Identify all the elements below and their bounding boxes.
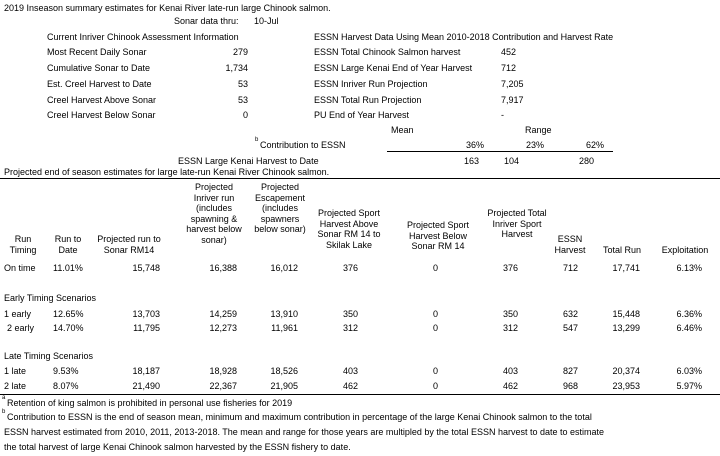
footnote-b-text: the total harvest of large Kenai Chinook salmon harvested by the ESSN fishery to date. xyxy=(4,442,351,452)
cell-run-timing: 1 early xyxy=(4,309,32,319)
essn-harvest-mean: 163 xyxy=(463,156,479,166)
cell-projected-escapement: 18,526 xyxy=(270,366,298,376)
left-row-value: 279 xyxy=(232,47,248,57)
cell-exploitation: 6.03% xyxy=(676,366,702,376)
cell-exploitation: 6.36% xyxy=(676,309,702,319)
cell-projected-inriver-run: 22,367 xyxy=(209,381,237,391)
left-row-value: 0 xyxy=(242,110,248,120)
contribution-mean: 36% xyxy=(465,140,484,150)
contribution-min: 23% xyxy=(525,140,544,150)
cell-sport-harvest-above: 403 xyxy=(342,366,358,376)
col-header-projected-inriver-run: Projected Inriver run (includes spawning & harvest below sonar) xyxy=(186,182,242,245)
right-row-label: ESSN Total Run Projection xyxy=(314,95,422,105)
right-row-value: 452 xyxy=(501,47,517,57)
cell-run-to-date: 8.07% xyxy=(53,381,79,391)
left-row-label: Cumulative Sonar to Date xyxy=(47,63,151,73)
footnote-b-text: ESSN harvest estimated from 2010, 2011, 2013-2018. The mean and range for those years are multipled by the total ESSN harvest to date to estimate xyxy=(4,427,605,437)
cell-total-run: 17,741 xyxy=(612,263,640,273)
mean-header: Mean xyxy=(391,125,414,135)
contribution-underline xyxy=(387,151,613,152)
col-header-run-to-date: Run to Date xyxy=(54,234,82,255)
col-header-total-run: Total Run xyxy=(602,245,642,255)
cell-essn-harvest: 968 xyxy=(562,381,578,391)
left-row-label: Creel Harvest Below Sonar xyxy=(47,110,156,120)
cell-total-inriver-harvest: 403 xyxy=(502,366,518,376)
cell-essn-harvest: 827 xyxy=(562,366,578,376)
col-header-projected-run-sonar: Projected run to Sonar RM14 xyxy=(97,234,161,255)
sonar-thru-label: Sonar data thru: xyxy=(174,16,239,26)
footnote-a-text: Retention of king salmon is prohibited in personal use fisheries for 2019 xyxy=(7,398,293,408)
right-row-value: 7,917 xyxy=(501,95,524,105)
cell-sport-harvest-below: 0 xyxy=(432,381,438,391)
section-divider xyxy=(0,178,720,179)
cell-projected-escapement: 13,910 xyxy=(270,309,298,319)
cell-run-to-date: 14.70% xyxy=(53,323,84,333)
footnote-a-marker: a xyxy=(2,395,6,401)
right-row-value: 7,205 xyxy=(501,79,524,89)
early-timing-label: Early Timing Scenarios xyxy=(4,293,97,303)
col-header-sport-harvest-above: Projected Sport Harvest Above Sonar RM 14 to Skilak Lake xyxy=(317,208,381,250)
right-row-label: ESSN Inriver Run Projection xyxy=(314,79,428,89)
contribution-label: Contribution to ESSN xyxy=(260,140,346,150)
right-row-label: PU End of Year Harvest xyxy=(314,110,410,120)
cell-total-inriver-harvest: 312 xyxy=(502,323,518,333)
footnote-marker: b xyxy=(255,137,259,143)
right-row-value: 712 xyxy=(501,63,517,73)
cell-projected-escapement: 11,961 xyxy=(271,323,298,333)
left-row-label: Most Recent Daily Sonar xyxy=(47,47,147,57)
cell-run-timing: 2 late xyxy=(4,381,27,391)
cell-essn-harvest: 712 xyxy=(562,263,578,273)
left-row-value: 1,734 xyxy=(225,63,248,73)
cell-total-run: 20,374 xyxy=(612,366,640,376)
col-header-run-timing: Run Timing xyxy=(9,234,37,255)
left-row-label: Est. Creel Harvest to Date xyxy=(47,79,152,89)
footnote-b-text: Contribution to ESSN is the end of season mean, minimum and maximum contribution in percentage of the large Kenai Chinook salmon to the total xyxy=(7,412,592,422)
cell-total-inriver-harvest: 376 xyxy=(502,263,518,273)
col-header-projected-escapement: Projected Escapement (includes spawners below sonar) xyxy=(254,182,306,235)
cell-run-timing: 2 early xyxy=(7,323,35,333)
cell-total-inriver-harvest: 350 xyxy=(502,309,518,319)
col-header-essn-harvest: ESSN Harvest xyxy=(554,234,586,255)
right-row-label: ESSN Large Kenai End of Year Harvest xyxy=(314,63,473,73)
cell-projected-escapement: 16,012 xyxy=(270,263,298,273)
cell-exploitation: 6.46% xyxy=(676,323,702,333)
range-header: Range xyxy=(525,125,552,135)
cell-run-to-date: 9.53% xyxy=(53,366,79,376)
sonar-thru-date: 10-Jul xyxy=(254,16,279,26)
cell-total-inriver-harvest: 462 xyxy=(502,381,518,391)
cell-run-to-date: 11.01% xyxy=(53,263,83,273)
left-row-value: 53 xyxy=(237,95,248,105)
cell-essn-harvest: 632 xyxy=(562,309,578,319)
cell-sport-harvest-above: 350 xyxy=(342,309,358,319)
inriver-assessment-heading: Current Inriver Chinook Assessment Information xyxy=(47,32,239,42)
table-bottom-rule xyxy=(0,394,720,395)
cell-projected-run-sonar: 21,490 xyxy=(132,381,160,391)
right-row-label: ESSN Total Chinook Salmon harvest xyxy=(314,47,461,57)
cell-total-run: 13,299 xyxy=(612,323,640,333)
essn-harvest-to-date-label: ESSN Large Kenai Harvest to Date xyxy=(178,156,319,166)
footnote-b-marker: b xyxy=(2,409,6,415)
cell-run-timing: On time xyxy=(4,263,36,273)
projected-title: Projected end of season estimates for large late-run Kenai River Chinook salmon. xyxy=(4,167,330,177)
left-row-value: 53 xyxy=(237,79,248,89)
essn-harvest-heading: ESSN Harvest Data Using Mean 2010-2018 Contribution and Harvest Rate xyxy=(314,32,614,42)
cell-projected-run-sonar: 15,748 xyxy=(132,263,160,273)
cell-projected-inriver-run: 12,273 xyxy=(209,323,237,333)
cell-sport-harvest-above: 376 xyxy=(342,263,358,273)
late-timing-label: Late Timing Scenarios xyxy=(4,351,94,361)
right-row-value: - xyxy=(501,110,504,120)
cell-projected-run-sonar: 13,703 xyxy=(132,309,160,319)
cell-exploitation: 5.97% xyxy=(676,381,702,391)
cell-projected-inriver-run: 18,928 xyxy=(209,366,237,376)
col-header-total-inriver-harvest: Projected Total Inriver Sport Harvest xyxy=(487,208,547,240)
cell-projected-escapement: 21,905 xyxy=(270,381,298,391)
col-header-exploitation: Exploitation xyxy=(661,245,709,255)
essn-harvest-min: 104 xyxy=(503,156,519,166)
cell-total-run: 15,448 xyxy=(612,309,640,319)
cell-projected-inriver-run: 16,388 xyxy=(209,263,237,273)
report-title: 2019 Inseason summary estimates for Kenai River late-run large Chinook salmon. xyxy=(4,3,331,13)
cell-run-to-date: 12.65% xyxy=(53,309,84,319)
cell-run-timing: 1 late xyxy=(4,366,27,376)
cell-sport-harvest-above: 462 xyxy=(342,381,358,391)
left-row-label: Creel Harvest Above Sonar xyxy=(47,95,157,105)
cell-projected-inriver-run: 14,259 xyxy=(209,309,237,319)
cell-essn-harvest: 547 xyxy=(562,323,578,333)
cell-sport-harvest-below: 0 xyxy=(432,323,438,333)
cell-exploitation: 6.13% xyxy=(676,263,702,273)
cell-sport-harvest-below: 0 xyxy=(432,263,438,273)
cell-sport-harvest-below: 0 xyxy=(432,309,438,319)
essn-harvest-max: 280 xyxy=(578,156,594,166)
cell-projected-run-sonar: 11,795 xyxy=(133,323,160,333)
cell-projected-run-sonar: 18,187 xyxy=(132,366,160,376)
cell-sport-harvest-below: 0 xyxy=(432,366,438,376)
col-header-sport-harvest-below: Projected Sport Harvest Below Sonar RM 14 xyxy=(406,220,470,252)
cell-sport-harvest-above: 312 xyxy=(342,323,358,333)
contribution-max: 62% xyxy=(585,140,604,150)
cell-total-run: 23,953 xyxy=(612,381,640,391)
